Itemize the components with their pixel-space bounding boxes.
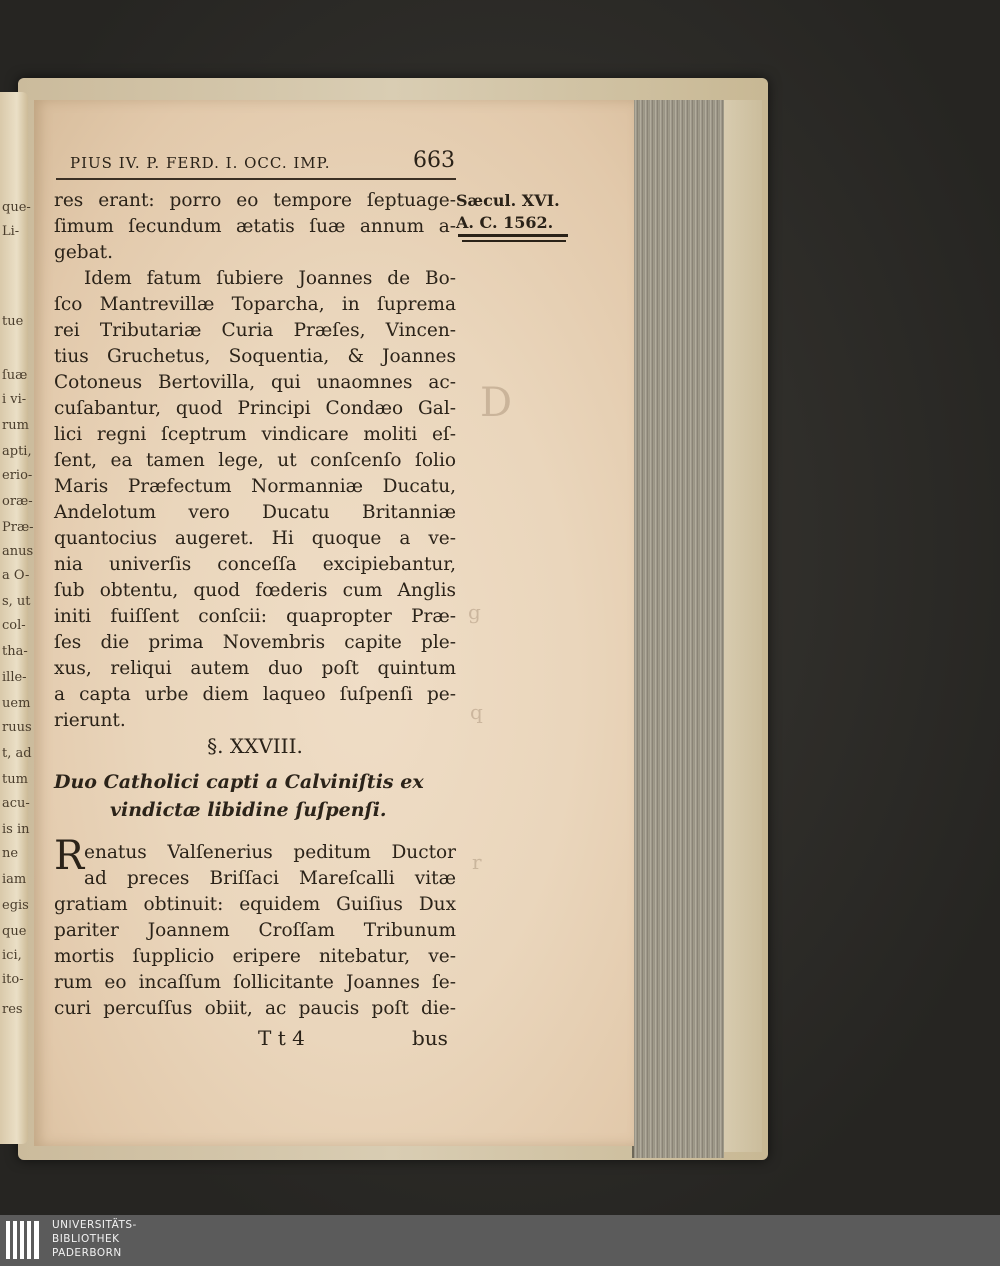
text-line: gratiam obtinuit: equidem Guiſius Dux: [54, 894, 456, 915]
section-subhead-line2: vindictæ libidine ſuſpenſi.: [110, 799, 387, 821]
left-page-fragment: i vi-: [2, 392, 27, 407]
text-line: initi fuiſſent conſcii: quapropter Præ-: [54, 606, 456, 627]
show-through-glyph: r: [472, 850, 482, 874]
left-page-fragment: iam: [2, 872, 27, 887]
text-line: rei Tributariæ Curia Præſes, Vincen-: [54, 320, 456, 341]
library-name-line3: PADERBORN: [52, 1247, 122, 1259]
text-line: pariter Joannem Croſſam Tribunum: [54, 920, 456, 941]
left-page-fragment: tum: [2, 772, 28, 787]
running-head: [70, 148, 455, 174]
text-line: gebat.: [54, 242, 113, 263]
section-subhead-line1: Duo Catholici capti a Calviniſtis ex: [54, 771, 424, 793]
left-page-fragments: [0, 92, 34, 1144]
left-page-fragment: ille-: [2, 670, 27, 685]
library-name: [52, 1218, 137, 1260]
margin-note-rule: [458, 234, 568, 237]
show-through-glyph: g: [468, 600, 481, 624]
left-page-fragment: res: [2, 1002, 23, 1017]
left-page-fragment: ne: [2, 846, 19, 861]
margin-note-rule: [462, 240, 566, 242]
text-line: xus, reliqui autem duo poſt quintum: [54, 658, 456, 679]
text-line: curi percuſſus obiit, ac paucis poſt die-: [54, 998, 456, 1019]
library-footer: [0, 1215, 1000, 1266]
text-line: quantocius augeret. Hi quoque a ve-: [54, 528, 456, 549]
left-page-fragment: egis: [2, 898, 29, 913]
margin-note: [456, 190, 572, 234]
text-line: mortis ſupplicio eripere nitebatur, ve-: [54, 946, 456, 967]
library-name-line1: UNIVERSITÄTS-: [52, 1219, 137, 1231]
left-page-fragment: t, ad: [2, 746, 32, 761]
text-line: ſub obtentu, quod fœderis cum Anglis: [54, 580, 456, 601]
text-line: ſco Mantrevillæ Toparcha, in ſuprema: [54, 294, 456, 315]
left-page-fragment: erio-: [2, 468, 33, 483]
text-line: lici regni ſceptrum vindicare moliti eſ-: [54, 424, 456, 445]
library-logo-icon: [6, 1221, 44, 1261]
drop-cap: R: [54, 833, 85, 879]
left-page-fragment: oræ-: [2, 494, 33, 509]
show-through-glyph: q: [470, 700, 483, 724]
left-page-fragment: ſuæ: [2, 368, 28, 383]
text-line: Maris Præfectum Normanniæ Ducatu,: [54, 476, 456, 497]
margin-note-year: A. C. 1562.: [456, 213, 554, 232]
text-line: tius Gruchetus, Soquentia, & Joannes: [54, 346, 456, 367]
left-page-fragment: ici,: [2, 948, 22, 963]
left-page-edge: [0, 92, 34, 1144]
page-block-edge: [632, 100, 724, 1158]
left-page-fragment: rum: [2, 418, 29, 433]
text-line: rum eo incaſſum ſollicitante Joannes ſe-: [54, 972, 456, 993]
left-page-fragment: ruus: [2, 720, 32, 735]
section-title: §. XXVIII.: [207, 734, 303, 758]
left-page-fragment: anus: [2, 544, 34, 559]
text-line: rierunt.: [54, 710, 126, 731]
signature-mark: T t 4: [258, 1026, 305, 1050]
text-line: ſimum ſecundum ætatis ſuæ annum a-: [54, 216, 456, 237]
page-number: 663: [413, 148, 455, 173]
catchword: bus: [412, 1026, 448, 1050]
left-page-fragment: col-: [2, 618, 26, 633]
text-line: enatus Valſenerius peditum Ductor: [84, 842, 456, 863]
left-page-fragment: que-: [2, 200, 31, 215]
text-line: ad preces Briſſaci Mareſcalli vitæ: [84, 868, 456, 889]
text-line: Idem fatum ſubiere Joannes de Bo-: [84, 268, 456, 289]
left-page-fragment: ito-: [2, 972, 24, 987]
header-rule: [56, 178, 456, 180]
text-line: ſent, ea tamen lege, ut conſcenſo ſolio: [54, 450, 456, 471]
left-page-fragment: que: [2, 924, 27, 939]
cover-edge-right: [722, 100, 762, 1152]
left-page-fragment: apti,: [2, 444, 32, 459]
text-line: cuſabantur, quod Principi Condæo Gal-: [54, 398, 456, 419]
left-page-fragment: Præ-: [2, 520, 34, 535]
left-page-fragment: acu-: [2, 796, 30, 811]
running-head-title: PIUS IV. P. FERD. I. OCC. IMP.: [70, 154, 331, 172]
text-line: Andelotum vero Ducatu Britanniæ: [54, 502, 456, 523]
text-line: res erant: porro eo tempore ſeptuage-: [54, 190, 456, 211]
left-page-fragment: a O-: [2, 568, 30, 583]
library-name-line2: BIBLIOTHEK: [52, 1233, 120, 1245]
left-page-fragment: uem: [2, 696, 31, 711]
text-line: a capta urbe diem laqueo ſuſpenſi pe-: [54, 684, 456, 705]
show-through-glyph: D: [480, 380, 513, 426]
text-line: Cotoneus Bertovilla, qui unaomnes ac-: [54, 372, 456, 393]
text-line: nia univerſis conceſſa excipiebantur,: [54, 554, 456, 575]
margin-note-century: Sæcul. XVI.: [456, 191, 560, 210]
left-page-fragment: Li-: [2, 224, 20, 239]
left-page-fragment: tue: [2, 314, 24, 329]
text-line: ſes die prima Novembris capite ple-: [54, 632, 456, 653]
left-page-fragment: s, ut: [2, 594, 31, 609]
left-page-fragment: tha-: [2, 644, 28, 659]
left-page-fragment: is in: [2, 822, 30, 837]
